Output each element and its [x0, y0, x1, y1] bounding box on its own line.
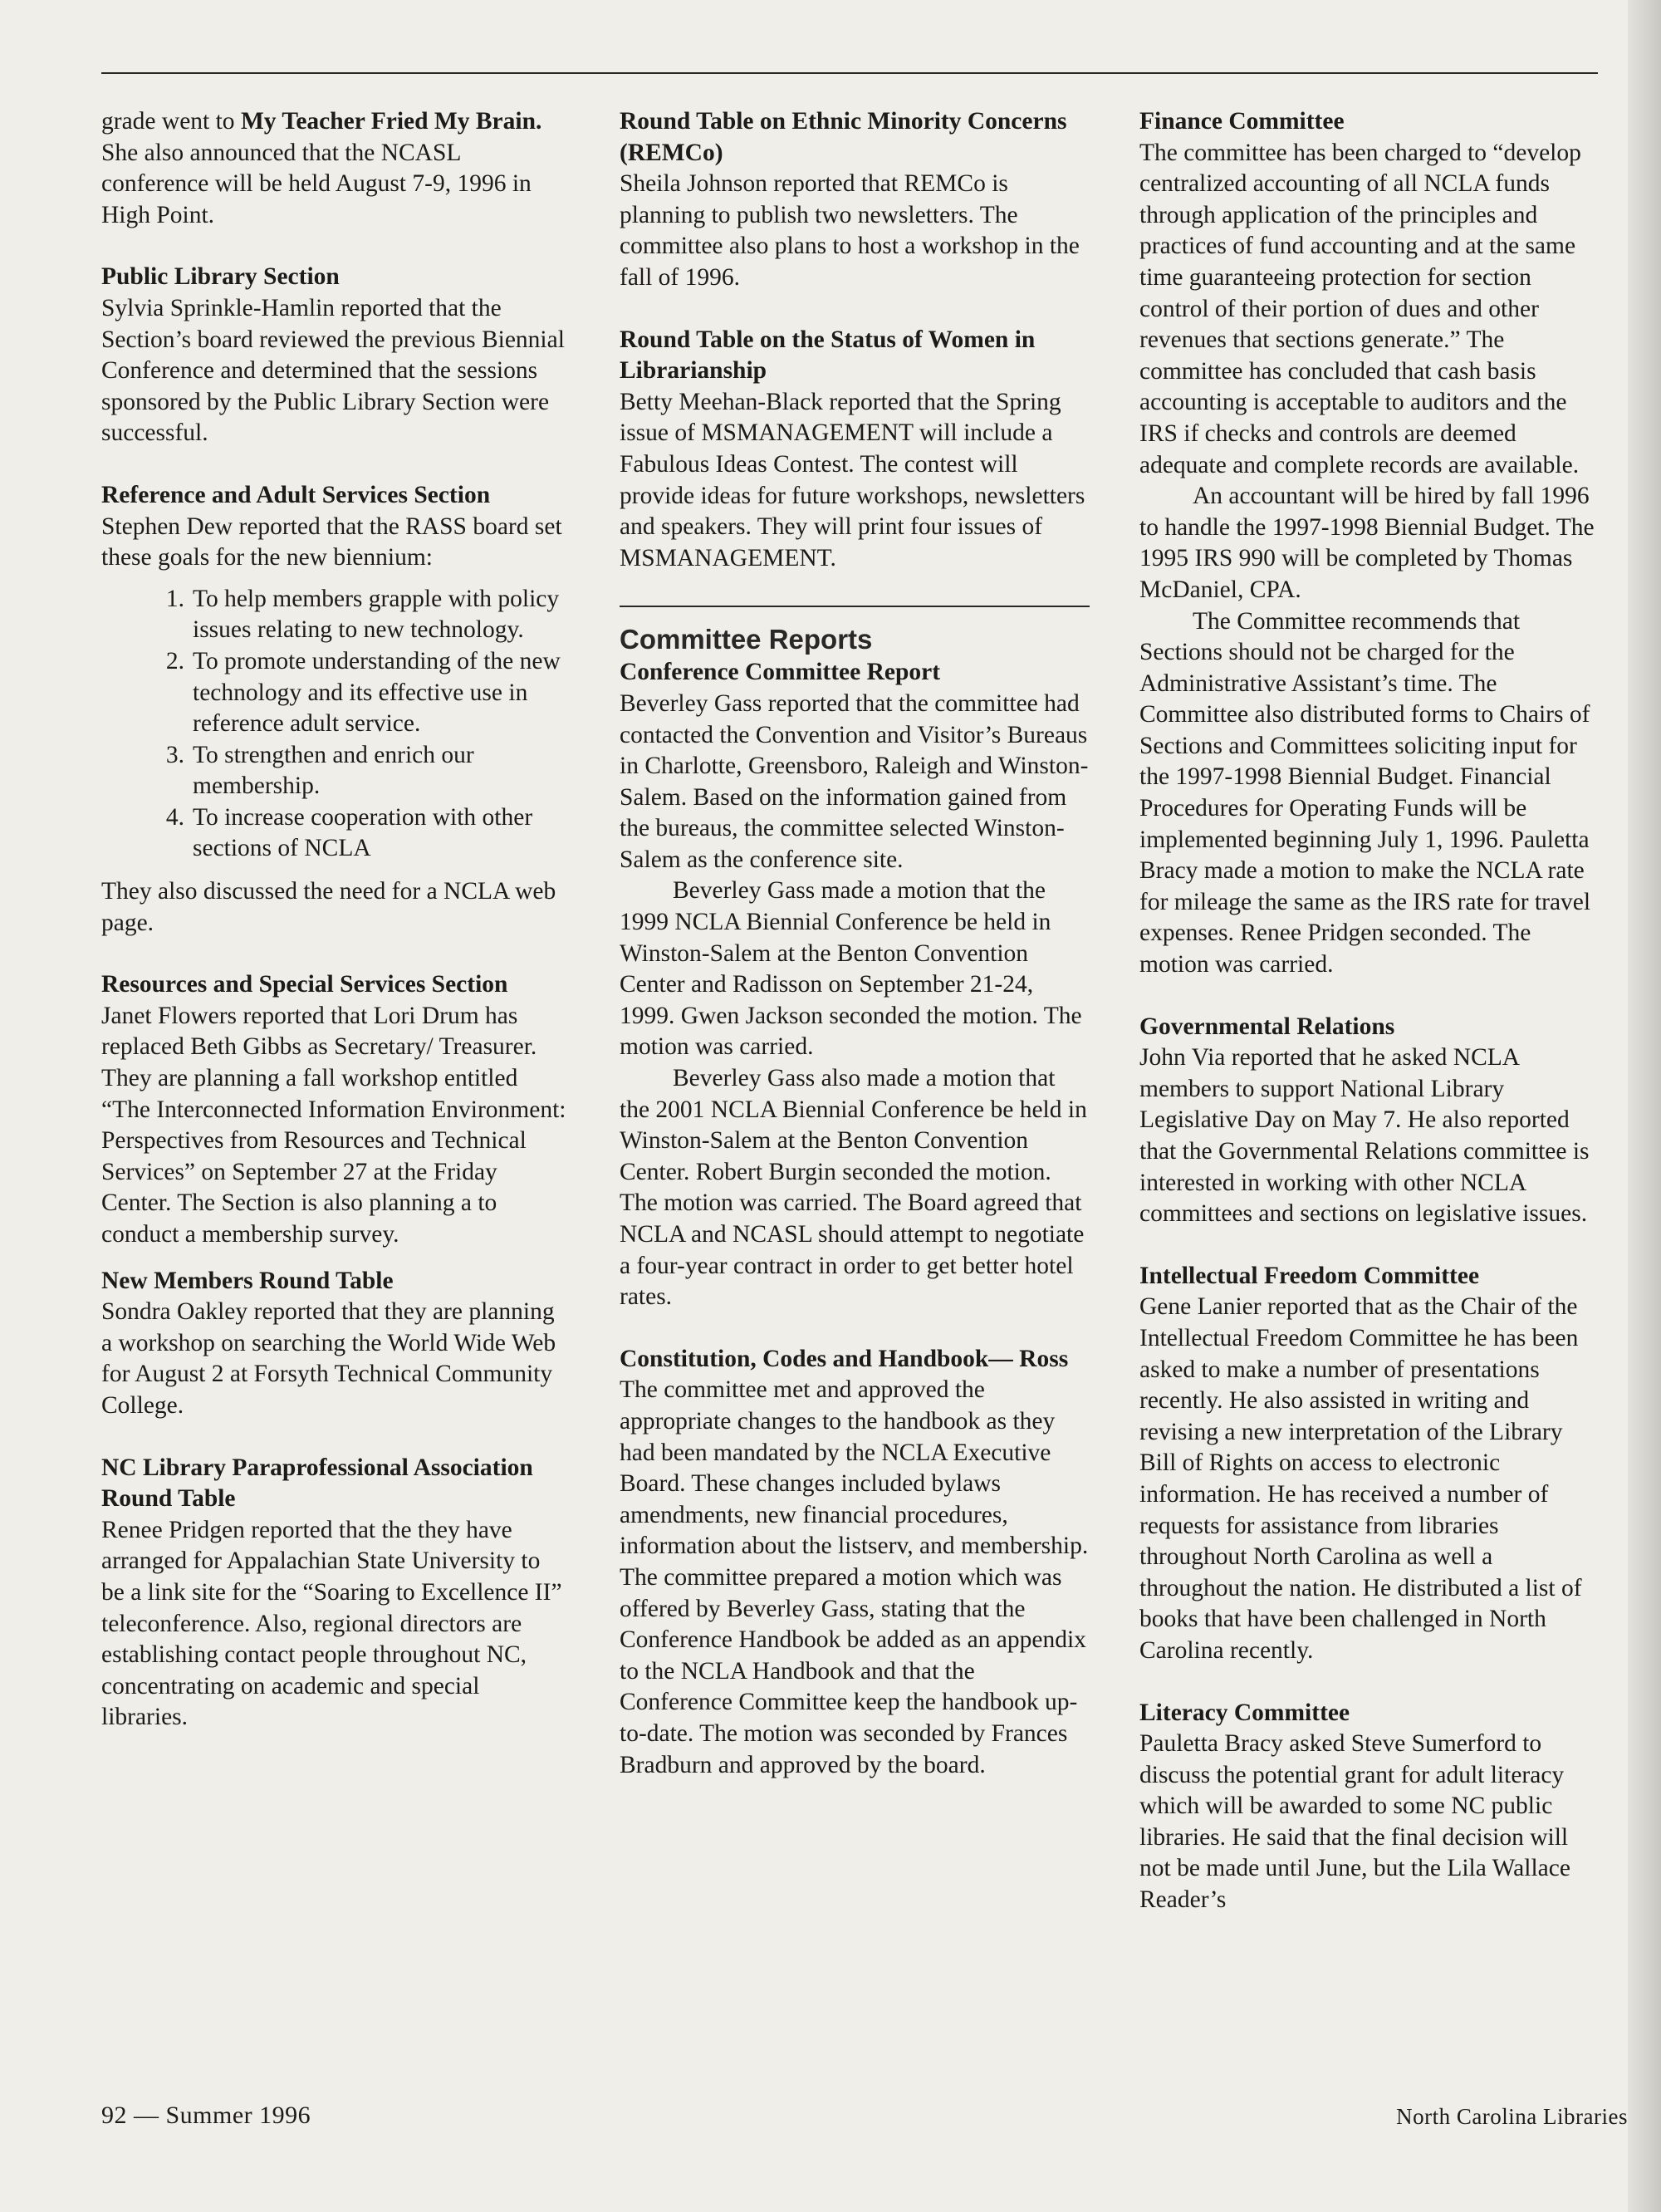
literacy-committee-section — [1139, 1698, 1605, 1916]
remco-section — [620, 106, 1090, 294]
section-heading: Round Table on the Status of Women in Librarianship — [620, 326, 1036, 385]
finance-committee-section — [1139, 106, 1605, 981]
section-body: Beverley Gass reported that the committee had contacted the Convention and Visitor’s Bureaus in Charlotte, Greensboro, Raleigh and Winston-Salem. Based on the information gained from the bureaus, the committee selected Winston-Salem as the conference site. — [620, 689, 1089, 873]
list-text: To increase cooperation with other sections of NCLA — [193, 803, 533, 862]
section-heading: Intellectual Freedom Committee — [1139, 1262, 1480, 1289]
section-body: Gene Lanier reported that as the Chair of the Intellectual Freedom Committee he has been asked to make a number of presentations recently. He also assisted in writing and revising a new interpretation of the Library Bill of Rights on access to electronic information. He has received a number of requests for assistance from libraries throughout North Carolina as well a throughout the nation. He distributed a list of books that have been challenged in North Carolina recently. — [1139, 1293, 1582, 1664]
list-item — [101, 584, 566, 646]
goals-list — [101, 584, 566, 865]
section-body: Sheila Johnson reported that REMCo is planning to publish two newsletters. The committee also plans to host a workshop in the fall of 1996. — [620, 170, 1080, 291]
list-number: 2. — [165, 647, 184, 674]
list-text: To help members grapple with policy issues relating to new technology. — [193, 585, 560, 644]
section-body: Renee Pridgen reported that the they have arranged for Appalachian State University to be a link site for the “Soaring to Excellence II” teleconference. Also, regional directors are establishing contact people throughout NC, concentrating on academic and special libraries. — [101, 1516, 562, 1731]
women-section — [620, 325, 1090, 575]
section-body: John Via reported that he asked NCLA members to support National Library Legislative Day on May 7. He also reported that the Governmental Relations committee is interested in working with other NCLA committees and sections on legislative issues. — [1139, 1044, 1590, 1228]
intellectual-freedom-section — [1139, 1261, 1605, 1667]
public-library-section — [101, 262, 566, 449]
page-folio: 92 — Summer 1996 — [101, 2102, 311, 2129]
list-text: To strengthen and enrich our membership. — [193, 741, 474, 800]
section-heading: Resources and Special Services Section — [101, 971, 508, 998]
section-body: The committee met and approved the appropriate changes to the handbook as they had been mandated by the NCLA Executive Board. These changes included bylaws amendments, new financial procedures, information about the listserv, and membership. The committee prepared a motion which was offered by Beverley Gass, stating that the Conference Handbook be added as an appendix to the NCLA Handbook and that the Conference Committee keep the handbook up-to-date. The motion was seconded by Frances Bradburn and approved by the board. — [620, 1376, 1089, 1778]
section-body: Beverley Gass made a motion that the 1999 NCLA Biennial Conference be held in Winston-Salem at the Benton Convention Center and Radisson on September 21-24, 1999. Gwen Jackson seconded the motion. The motion was carried. — [620, 877, 1082, 1061]
section-heading: Conference Committee Report — [620, 659, 941, 686]
constitution-section — [620, 1344, 1090, 1781]
publication-name: North Carolina Libraries — [1396, 2104, 1628, 2129]
section-body: Pauletta Bracy asked Steve Sumerford to discuss the potential grant for adult literacy which will be awarded to some NC public libraries. He said that the final decision will not be made until June, but the Lila Wallace Reader’s — [1139, 1730, 1570, 1914]
section-body: Sondra Oakley reported that they are planning a workshop on searching the World Wide Web for August 2 at Forsyth Technical Community College. — [101, 1298, 556, 1419]
intro-text — [101, 106, 566, 231]
section-body: Betty Meehan-Black reported that the Spring issue of MSMANAGEMENT will include a Fabulous Ideas Contest. The contest will provide ideas for future workshops, newsletters and speakers. They will print four issues of MSMANAGEMENT. — [620, 388, 1085, 571]
governmental-relations-section — [1139, 1012, 1605, 1230]
section-body: Janet Flowers reported that Lori Drum has replaced Beth Gibbs as Secretary/ Treasurer. They are planning a fall workshop entitled “The Interconnected Information Environment: Perspectives from Resources and Technical Services” on September 27 at the Friday Center. The Section is also planning a to conduct a membership survey. — [101, 1002, 566, 1248]
header-rule — [101, 72, 1598, 74]
intro-text-before: grade went to — [101, 108, 241, 135]
section-body: Stephen Dew reported that the RASS board set these goals for the new biennium: — [101, 513, 562, 571]
list-item — [101, 740, 566, 802]
nmrt-section — [101, 1266, 566, 1422]
section-body: Beverley Gass also made a motion that the 2001 NCLA Biennial Conference be held in Winston-Salem at the Benton Convention Center. Robert Burgin seconded the motion. The motion was carried. The Board agreed that NCLA and NCASL should attempt to negotiate a four-year contract in order to get better hotel rates. — [620, 1065, 1087, 1311]
list-item — [101, 646, 566, 740]
section-divider — [620, 606, 1090, 607]
intro-paragraph — [101, 106, 566, 231]
list-number: 1. — [165, 585, 184, 612]
section-heading: Round Table on Ethnic Minority Concerns (REMCo) — [620, 108, 1067, 166]
section-body: The Committee recommends that Sections should not be charged for the Administrative Assistant’s time. The Committee also distributed forms to Chairs of Sections and Committees soliciting input for the 1997-1998 Biennial Budget. Financial Procedures for Operating Funds will be implemented beginning July 1, 1996. Pauletta Bracy made a motion to make the NCLA rate for mileage the same as the IRS rate for travel expenses. Renee Pridgen seconded. The motion was carried. — [1139, 607, 1591, 978]
book-title: My Teacher Fried My Brain. — [240, 108, 542, 135]
section-heading: Finance Committee — [1139, 108, 1345, 135]
conference-committee-section — [620, 657, 1090, 1312]
section-heading: Reference and Adult Services Section — [101, 481, 491, 508]
rass-section — [101, 480, 566, 939]
section-heading: Constitution, Codes and Handbook— Ross — [620, 1345, 1069, 1372]
column-middle — [620, 106, 1090, 1812]
list-item — [101, 802, 566, 865]
section-body-continued: They also discussed the need for a NCLA web page. — [101, 878, 556, 936]
section-heading: Governmental Relations — [1139, 1013, 1395, 1040]
paraprofessional-section — [101, 1453, 566, 1734]
list-number: 3. — [165, 741, 184, 768]
section-heading: New Members Round Table — [101, 1267, 394, 1294]
section-heading: NC Library Paraprofessional Association Round Table — [101, 1454, 533, 1513]
intro-text-after: She also announced that the NCASL conference will be held August 7-9, 1996 in High Point. — [101, 139, 532, 228]
rss-section — [101, 969, 566, 1250]
section-body: The committee has been charged to “develop centralized accounting of all NCLA funds through application of the principles and practices of fund accounting and at the same time guaranteeing protection for section control of their portion of dues and other revenues that sections generate.” The committee has concluded that cash basis accounting is acceptable to auditors and the IRS if checks and controls are deemed adequate and complete records are available. — [1139, 139, 1581, 478]
column-right — [1139, 106, 1605, 1947]
section-body: Sylvia Sprinkle-Hamlin reported that the Section’s board reviewed the previous Biennial Conference and determined that the sessions sponsored by the Public Library Section were successful. — [101, 294, 565, 447]
page-edge-shadow — [1628, 0, 1661, 2212]
list-text: To promote understanding of the new technology and its effective use in reference adult service. — [193, 647, 561, 738]
section-body: An accountant will be hired by fall 1996 to handle the 1997-1998 Biennial Budget. The 1995 IRS 990 will be completed by Thomas McDaniel, CPA. — [1139, 483, 1595, 603]
list-number: 4. — [165, 803, 184, 831]
column-left — [101, 106, 566, 1764]
section-heading: Literacy Committee — [1139, 1699, 1350, 1726]
committee-reports-title: Committee Reports — [620, 624, 873, 655]
section-heading: Public Library Section — [101, 263, 340, 291]
